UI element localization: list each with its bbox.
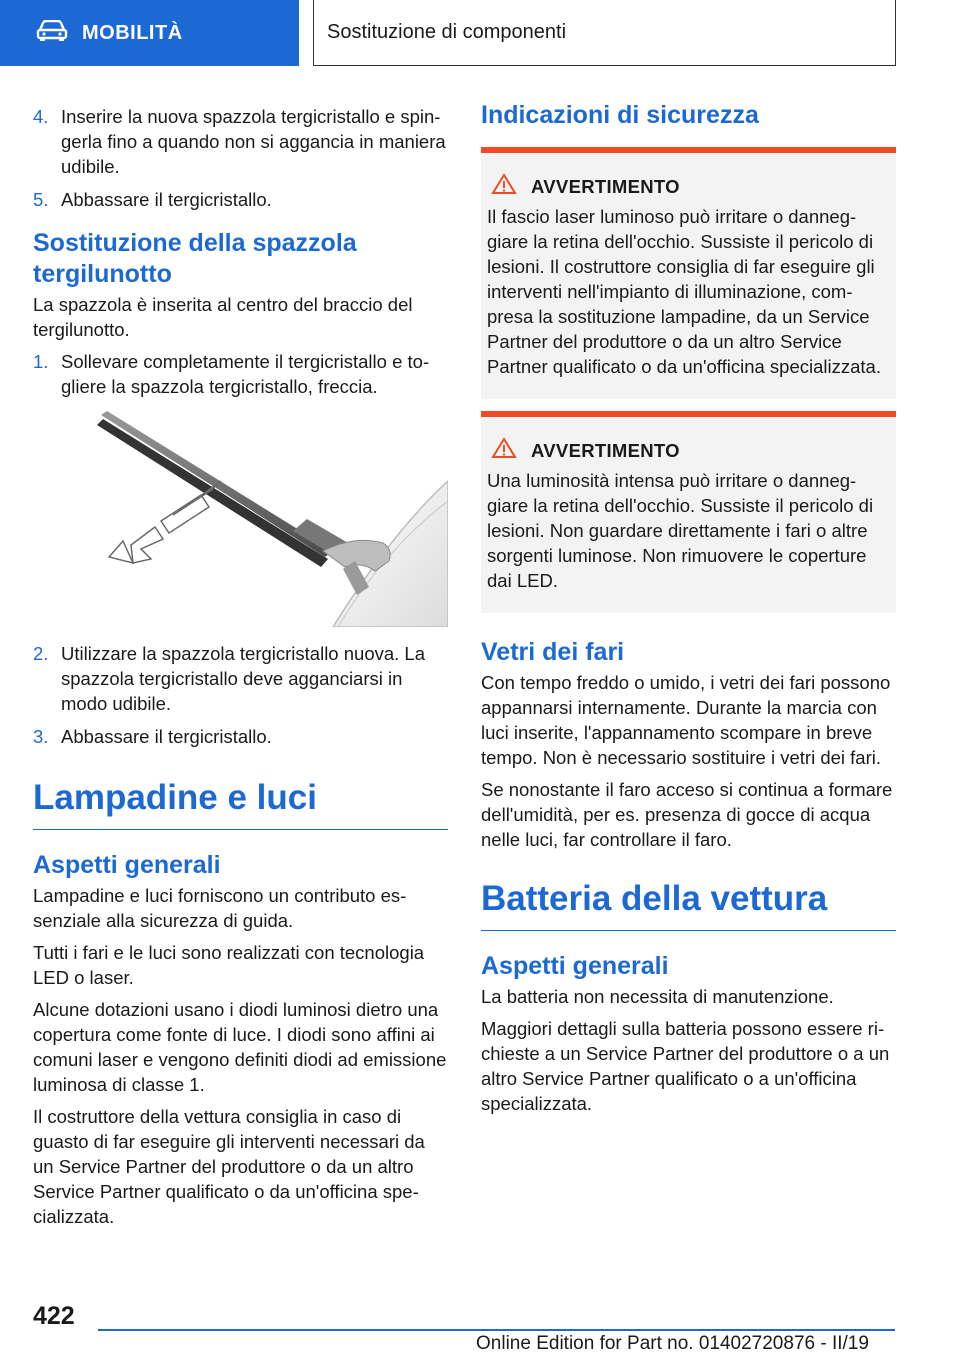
wiper-illustration [93,411,448,627]
step-text: Inserire la nuova spazzola tergicristallo e spingerla fino a quando non si aggancia in maniera udibile. [61,106,446,177]
paragraph: Il costruttore della vettura consiglia in caso di guasto di far eseguire gli interventi necessari da un Service Partner del produttore o da un altro Service Partner qualificato o da un'officina specializzata. [33,1106,425,1227]
steps-top [33,104,448,212]
step-text: Utilizzare la spazzola tergicristallo nuova. La spazzola tergicristallo deve agganciarsi in modo udibile. [61,643,426,714]
warning-triangle-icon [491,437,517,464]
paragraph: Con tempo freddo o umido, i vetri dei fari possono appannarsi internamente. Durante la marcia con luci inserite, l'appannamento scompare in breve tempo. Non è necessario sostituire i vetri dei fari. [481,672,891,768]
battery-title: Batteria della vettura [481,878,896,931]
section-label: MOBILITÀ [82,21,183,44]
right-column [481,100,896,1123]
general-heading: Aspetti generali [33,851,221,879]
safety-heading: Indicazioni di sicurezza [481,101,759,129]
paragraph: Se nonostante il faro acceso si continua a formare dell'umidità, per es. presenza di gocce di acqua nelle luci, far controllare il faro. [481,779,893,850]
warning-text: Una luminosità intensa può irritare o danneggiare la retina dell'occhio. Sussiste il pericolo di lesioni. Non guardare direttamente i fari o altre sorgenti luminose. Non rimuovere le coperture dai LED. [487,470,874,591]
list-item [33,187,448,212]
chapter-title-box [313,0,896,66]
paragraph: La batteria non necessita di manutenzione. [481,986,834,1007]
step-number: 2. [33,643,49,664]
warning-title: AVVERTIMENTO [531,439,680,461]
list-item [33,349,448,399]
lamps-title: Lampadine e luci [33,777,448,830]
section-tab [0,0,299,66]
step-text: Abbassare il tergicristallo. [61,189,272,210]
footer-rule [98,1329,895,1331]
left-column [33,104,448,1236]
edition-text: Online Edition for Part no. 01402720876 - II/19 [476,1333,869,1354]
step-number: 5. [33,189,49,210]
warning-text: Il fascio laser luminoso può irritare o danneggiare la retina dell'occhio. Sussiste il pericolo di lesioni. Il costruttore consiglia di far eseguire gli interventi nell'impianto di illuminazione, compresa la sostituzione lampadine, da un Service Partner del produttore o da un altro Service Partner qualificato o da un'officina specializzata. [487,206,881,377]
warning-triangle-icon [491,173,517,200]
step-number: 1. [33,351,49,372]
warning-header [491,173,890,200]
list-item [33,724,448,749]
page-number: 422 [33,1302,75,1330]
step-text: Abbassare il tergicristallo. [61,726,272,747]
step-number: 3. [33,726,49,747]
paragraph: Tutti i fari e le luci sono realizzati con tecnologia LED o laser. [33,942,425,988]
glass-heading: Vetri dei fari [481,638,625,666]
rear-wiper-intro: La spazzola è inserita al centro del braccio del tergilunotto. [33,294,413,340]
paragraph: Lampadine e luci forniscono un contributo essenziale alla sicurezza di guida. [33,885,407,931]
battery-general-heading: Aspetti generali [481,952,669,980]
step-number: 4. [33,106,49,127]
list-item [33,104,448,179]
chapter-title: Sostituzione di componenti [327,21,567,43]
warning-box [481,411,896,613]
list-item [33,641,448,716]
warning-title: AVVERTIMENTO [531,175,680,197]
paragraph: Alcune dotazioni usano i diodi luminosi dietro una copertura come fonte di luce. I diodi sono affini ai comuni laser e vengono definiti diodi ad emissione luminosa di classe 1. [33,999,447,1095]
warning-header [491,437,890,464]
rear-wiper-heading: Sostituzione della spazzola tergilunotto [33,229,357,288]
car-icon [36,20,68,47]
step-text: Sollevare completamente il tergicristallo e togliere la spazzola tergicristallo, freccia. [61,351,430,397]
warning-box [481,147,896,399]
paragraph: Maggiori dettagli sulla batteria possono essere richieste a un Service Partner del produttore o a un altro Service Partner qualificato o a un'officina specializzata. [481,1018,890,1114]
